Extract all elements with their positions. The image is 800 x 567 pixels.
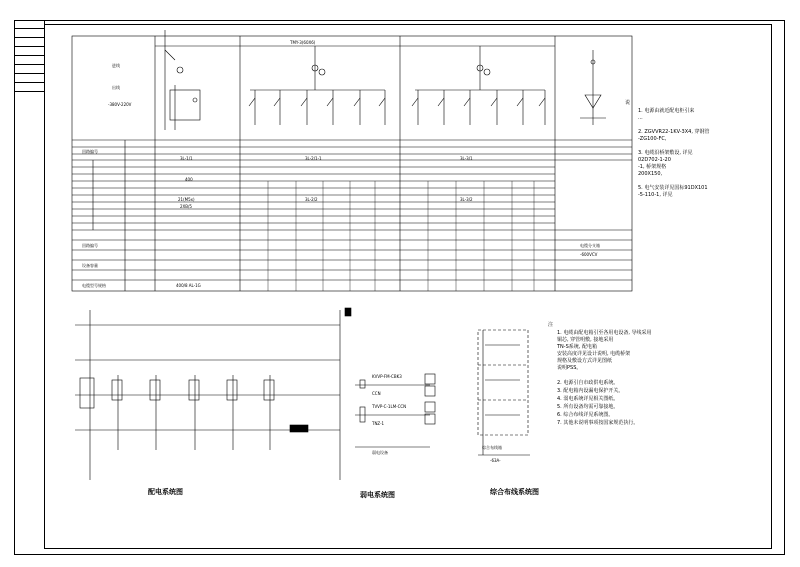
voltage-label: -380V-220V (108, 102, 132, 107)
circuit-3-breaker: 3L-3/2 (460, 197, 473, 202)
bottom-note-7: 2. 电源引自市政供电系统。 (557, 380, 619, 386)
bottom-note-11: 6. 综合布线详见系统图。 (557, 412, 614, 418)
top-note-9: 5. 电气安装详见国标91DX101 (638, 185, 708, 191)
table-header-col: 回路编号 (82, 149, 98, 154)
top-note-4: -ZG100-FC, (638, 136, 667, 142)
top-note-8: 200X150, (638, 171, 663, 177)
top-notes-heading: 说 (625, 100, 631, 106)
bottom-note-2: 铜芯, 穿管明敷, 接地采用 (557, 337, 614, 343)
weak-row-1: KVVP-FM-CBK3 (372, 374, 402, 379)
weak-caption: 弱电设备 (372, 450, 388, 455)
bottom-note-4: 安装高度详见设计说明, 电缆桥架 (557, 351, 631, 357)
bottom-note-8: 3. 配电箱内设漏电保护开关。 (557, 388, 624, 394)
right-col-label: 电缆分支箱 (580, 243, 600, 248)
right-col-value: -600VCV (580, 252, 598, 257)
busbar-label: TMY-3(60X6) (290, 40, 316, 45)
circuit-2-breaker: 3L-2/2 (305, 197, 318, 202)
weak-system-title: 弱电系统图 (360, 491, 395, 499)
wiring-box-label: 综合布线箱 (482, 445, 502, 450)
top-note-3: 2. ZGVVR22-1KV-3X4, 穿钢管 (638, 129, 710, 135)
top-note-6: 02D702-1-20 (638, 157, 671, 163)
bottom-note-9: 4. 弱电系统详见相关图纸。 (557, 396, 619, 402)
circuit-2-id: 3L-2/1-1 (305, 156, 322, 161)
circuit-1-value: 400 (185, 177, 193, 182)
top-note-7: -1, 桥架规格 (638, 164, 667, 170)
weak-row-4: TNZ-1 (372, 421, 385, 426)
circuit-1-breaker: 21(M5x) (178, 197, 195, 202)
row-label-circuit: 回路编号 (82, 243, 98, 248)
bottom-note-6: 说明PSS。 (557, 365, 582, 371)
bottom-note-1: 1. 电缆由配电箱引至各用电设备, 导线采用 (557, 330, 652, 336)
top-note-2: ... (638, 115, 643, 121)
top-note-5: 3. 电缆沿桥架敷设, 详见 (638, 150, 693, 156)
top-note-1: 1. 电源由就近配电柜引来 (638, 108, 695, 114)
circuit-1-spec: 400/8 AL-1G (176, 283, 201, 288)
circuit-1-cable: 2XB/5 (180, 204, 192, 209)
bottom-note-5: 规格及敷设方式详见图纸 (557, 358, 613, 364)
bottom-notes-heading: 注 (548, 322, 554, 328)
circuit-3-id: 3L-3/1 (460, 156, 473, 161)
power-system-title: 配电系统图 (148, 488, 183, 496)
bottom-note-10: 5. 所有设备均需可靠接地。 (557, 404, 619, 410)
weak-row-3: TVVP-C-1LM-CCN (372, 404, 407, 409)
wiring-rating: -63A- (490, 458, 501, 463)
circuit-1-id: 3L-1/1 (180, 156, 193, 161)
outgoing-label: 出线 (112, 85, 120, 90)
top-note-10: -5-110-1, 详见 (638, 192, 673, 198)
weak-row-2: CCN (372, 391, 381, 396)
bottom-note-12: 7. 其他未说明事项按国家规范执行。 (557, 420, 639, 426)
incoming-label: 进线 (112, 63, 120, 68)
bottom-note-3: TN-S系统, 配电箱 (557, 344, 597, 350)
wiring-system-title: 综合布线系统图 (490, 488, 539, 496)
row-label-cable: 电缆型号规格 (82, 283, 106, 288)
row-label-capacity: 设备容量 (82, 263, 98, 268)
